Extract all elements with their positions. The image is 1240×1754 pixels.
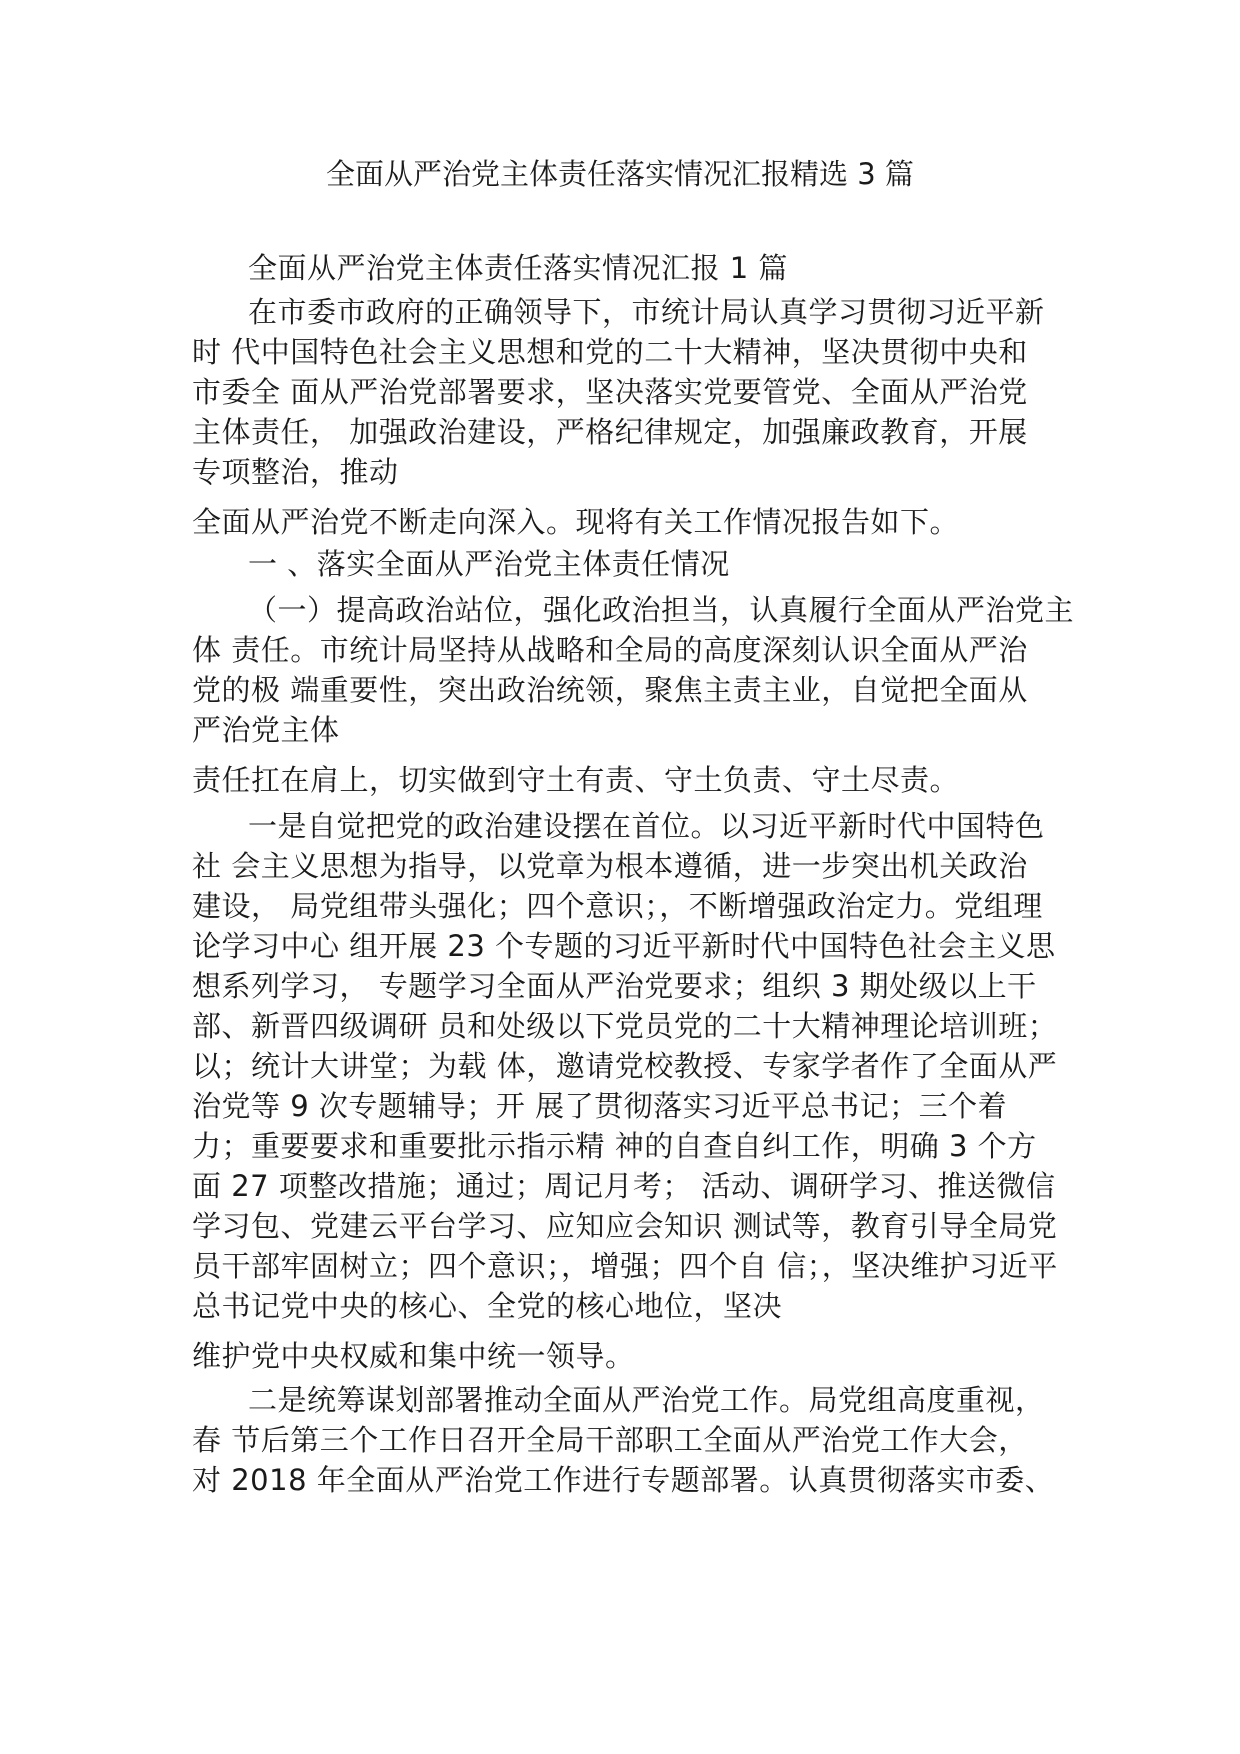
paragraph-line: 市委全 面从严治党部署要求，坚决落实党要管党、全面从严治党 — [192, 375, 1028, 409]
paragraph-line: 对 2018 年全面从严治党工作进行专题部署。认真贯彻落实市委、 — [192, 1463, 1055, 1497]
paragraph-line: 面 27 项整改措施；通过；周记月考； 活动、调研学习、推送微信 — [192, 1169, 1056, 1203]
paragraph-line: （一）提高政治站位，强化政治担当，认真履行全面从严治党主 — [248, 593, 1075, 627]
paragraph-line: 时 代中国特色社会主义思想和党的二十大精神，坚决贯彻中央和 — [192, 335, 1028, 369]
paragraph-line: 以；统计大讲堂；为载 体，邀请党校教授、专家学者作了全面从严 — [192, 1049, 1058, 1083]
paragraph-line: 责任扛在肩上，切实做到守土有责、守土负责、守土尽责。 — [192, 763, 960, 797]
paragraph-line: 体 责任。市统计局坚持从战略和全局的高度深刻认识全面从严治 — [192, 633, 1028, 667]
paragraph-line: 主体责任， 加强政治建设，严格纪律规定，加强廉政教育，开展 — [192, 415, 1028, 449]
paragraph-line: 严治党主体 — [192, 713, 340, 747]
paragraph-line: 社 会主义思想为指导，以党章为根本遵循，进一步突出机关政治 — [192, 849, 1028, 883]
paragraph-line: 部、新晋四级调研 员和处级以下党员党的二十大精神理论培训班； — [192, 1009, 1058, 1043]
paragraph-line: 春 节后第三个工作日召开全局干部职工全面从严治党工作大会， — [192, 1423, 1028, 1457]
paragraph-line: 建设， 局党组带头强化；四个意识；，不断增强政治定力。党组理 — [192, 889, 1043, 923]
paragraph-line: 全面从严治党不断走向深入。现将有关工作情况报告如下。 — [192, 505, 960, 539]
paragraph-line: 想系列学习， 专题学习全面从严治党要求；组织 3 期处级以上干 — [192, 969, 1037, 1003]
paragraph-line: 党的极 端重要性，突出政治统领，聚焦主责主业，自觉把全面从 — [192, 673, 1028, 707]
paragraph-line: 维护党中央权威和集中统一领导。 — [192, 1339, 635, 1373]
paragraph-line: 论学习中心 组开展 23 个专题的习近平新时代中国特色社会主义思 — [192, 929, 1056, 963]
paragraph-line: 总书记党中央的核心、全党的核心地位，坚决 — [192, 1289, 783, 1323]
document-title: 全面从严治党主体责任落实情况汇报精选 3 篇 — [326, 157, 914, 191]
paragraph-line: 力；重要要求和重要批示指示精 神的自查自纠工作，明确 3 个方 — [192, 1129, 1037, 1163]
paragraph-line: 学习包、党建云平台学习、应知应会知识 测试等，教育引导全局党 — [192, 1209, 1058, 1243]
paragraph-line: 一是自觉把党的政治建设摆在首位。以习近平新时代中国特色 — [248, 809, 1045, 843]
section-heading: 全面从严治党主体责任落实情况汇报 1 篇 — [248, 251, 788, 285]
paragraph-line: 二是统筹谋划部署推动全面从严治党工作。局党组高度重视， — [248, 1383, 1045, 1417]
paragraph-line: 专项整治，推动 — [192, 455, 399, 489]
paragraph-line: 员干部牢固树立；四个意识；，增强；四个自 信；，坚决维护习近平 — [192, 1249, 1058, 1283]
paragraph-line: 在市委市政府的正确领导下，市统计局认真学习贯彻习近平新 — [248, 295, 1045, 329]
paragraph-line: 治党等 9 次专题辅导；开 展了贯彻落实习近平总书记；三个着 — [192, 1089, 1008, 1123]
section-heading: 一 、落实全面从严治党主体责任情况 — [248, 547, 730, 581]
